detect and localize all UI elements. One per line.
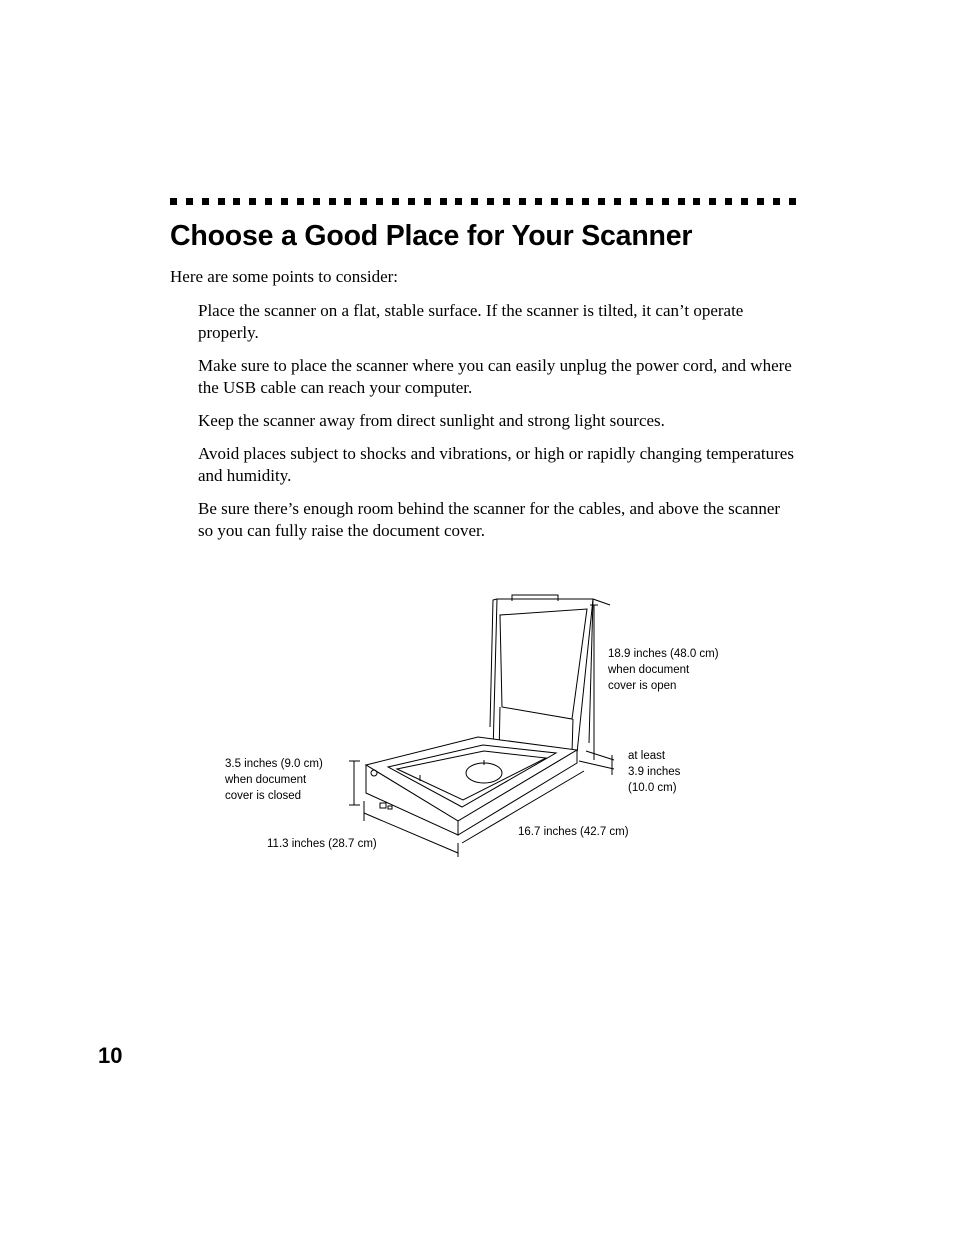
scanner-placement-diagram	[200, 585, 760, 865]
list-item: Keep the scanner away from direct sunlight and strong light sources.	[198, 411, 665, 430]
list-item: Be sure there’s enough room behind the scanner for the cables, and above the scanner so you can fully raise the document cover.	[198, 499, 781, 540]
width-dimension-label: 11.3 inches (28.7 cm)	[267, 838, 377, 850]
page-title: Choose a Good Place for Your Scanner	[170, 220, 693, 252]
list-item: Place the scanner on a flat, stable surface. If the scanner is tilted, it can’t operate properly.	[198, 301, 744, 342]
depth-dimension-label: 16.7 inches (42.7 cm)	[518, 826, 629, 838]
page-number: 10	[98, 1043, 123, 1068]
considerations-list	[198, 300, 798, 553]
scanner-illustration	[200, 585, 760, 865]
open-cover-height-label: 18.9 inches (48.0 cm) when document cover is open	[608, 648, 719, 692]
section-divider-dots	[170, 198, 796, 206]
intro-text: Here are some points to consider:	[170, 267, 399, 286]
closed-cover-height-label: 3.5 inches (9.0 cm) when document cover is closed	[225, 758, 323, 802]
rear-clearance-label: at least 3.9 inches (10.0 cm)	[628, 750, 681, 794]
list-item: Make sure to place the scanner where you can easily unplug the power cord, and where the USB cable can reach your computer.	[198, 356, 792, 397]
list-item: Avoid places subject to shocks and vibrations, or high or rapidly changing temperatures and humidity.	[198, 444, 794, 485]
